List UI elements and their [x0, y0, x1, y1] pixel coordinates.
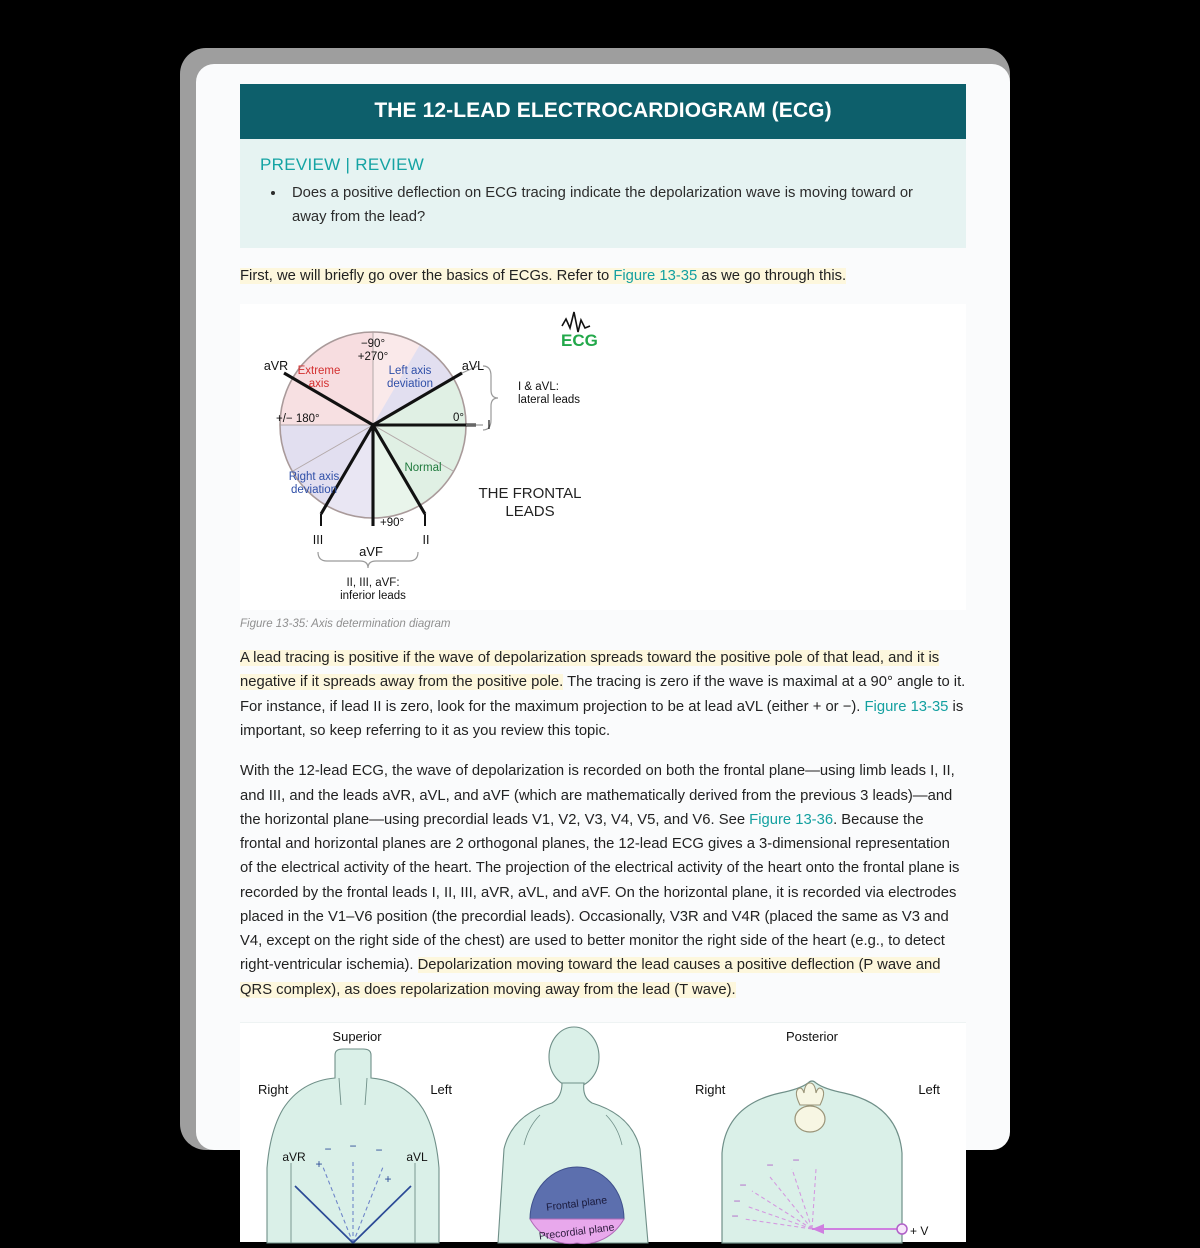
paragraph-3-highlight: Depolarization moving toward the lead causes a positive deflection (P wave and QRS complex), as does repolarization moving away from the lead (T wave).: [240, 957, 941, 998]
lead-label-ii: II: [422, 533, 430, 548]
preview-review-box: [240, 139, 966, 248]
label-right-anterior: Right: [258, 1081, 289, 1097]
label-plus-avl: +: [384, 1171, 392, 1186]
angle-label-top-1: −90°: [360, 338, 386, 351]
label-minus-2-transverse: −: [792, 1152, 800, 1167]
axis-wheel-svg: [240, 304, 966, 610]
label-superior: Superior: [332, 1028, 382, 1044]
inferior-leads-caption-line2: inferior leads: [340, 590, 406, 603]
label-minus-2-anterior: −: [349, 1138, 357, 1153]
figure-title-line2: LEADS: [505, 503, 555, 521]
label-posterior: Posterior: [785, 1028, 839, 1044]
label-right-transverse: Right: [695, 1081, 726, 1097]
figure-link-13-35-b[interactable]: Figure 13-35: [864, 698, 949, 715]
intro-paragraph: [240, 264, 966, 288]
paragraph-2-highlight: A lead tracing is positive if the wave of depolarization spreads toward the positive pole of that lead, and it is negative if it spreads away from the positive pole.: [240, 650, 940, 691]
label-minus-4-transverse: −: [733, 1193, 741, 1208]
torso-planes-svg: [240, 1023, 966, 1243]
lead-label-iii: III: [312, 533, 324, 548]
inferior-leads-caption-line1: II, III, aVF:: [346, 577, 400, 590]
sector-label-normal: Normal: [404, 462, 442, 475]
list-item: • Does a positive deflection on ECG tracing indicate the depolarization wave is moving toward or away from the lead?: [286, 182, 946, 230]
lead-label-avr: aVR: [263, 359, 289, 374]
page-title: THE 12-LEAD ELECTROCARDIOGRAM (ECG): [240, 84, 966, 139]
sector-label-right-axis-line2: deviation: [290, 484, 338, 497]
label-avr-anterior: aVR: [282, 1149, 306, 1164]
angle-label-right: 0°: [453, 412, 464, 425]
ecg-logo-text: ECG: [561, 331, 598, 351]
label-avl-anterior: aVL: [406, 1149, 428, 1164]
label-minus-5-transverse: −: [731, 1208, 739, 1223]
angle-label-top-2: +270°: [357, 351, 389, 364]
intro-text-b: as we go through this.: [697, 267, 847, 284]
figure-13-35-caption: Figure 13-35: Axis determination diagram: [240, 618, 451, 631]
label-plus-v: + V: [910, 1223, 929, 1238]
figure-title-line1: THE FRONTAL: [478, 485, 582, 503]
label-minus-1-anterior: −: [324, 1141, 332, 1156]
label-left-transverse: Left: [918, 1081, 940, 1097]
preview-question-list: [260, 182, 946, 230]
label-precordial-plane: Precordial plane: [538, 1221, 616, 1243]
figure-link-13-35-a[interactable]: Figure 13-35: [613, 267, 698, 284]
figure-13-35: [240, 304, 966, 610]
label-minus-3-transverse: −: [739, 1177, 747, 1192]
lateral-leads-brace: [462, 366, 498, 433]
label-left-anterior: Left: [430, 1081, 452, 1097]
panel-body-planes: [498, 1027, 648, 1244]
lateral-leads-caption-line2: lateral leads: [518, 394, 581, 407]
sector-label-right-axis-line1: Right axis: [288, 471, 340, 484]
label-plus-avr: +: [315, 1156, 323, 1171]
page-content: [196, 64, 1010, 1243]
lead-label-avl: aVL: [461, 359, 485, 374]
lead-label-i: I: [487, 418, 491, 433]
paragraph-2-rest: The tracing is zero if the wave is maximal at a 90° angle to it. For instance, if lead II is zero, look for the maximum projection to be at lead aVL (either + or −).: [240, 674, 966, 715]
sector-label-left-axis-line1: Left axis: [388, 365, 432, 378]
paragraph-lead-tracing: [240, 646, 966, 743]
paragraph-2-tail: is important, so keep referring to it as you review this topic.: [240, 698, 964, 739]
panel-transverse: [695, 1029, 940, 1243]
sector-label-extreme-axis-line1: Extreme: [297, 365, 341, 378]
label-minus-1-transverse: −: [766, 1157, 774, 1172]
intro-highlight: [240, 268, 846, 284]
lead-label-avf: aVF: [359, 544, 383, 560]
head-outline: [549, 1027, 599, 1087]
lateral-leads-caption-line1: I & aVL:: [518, 381, 559, 394]
label-frontal-plane: Frontal plane: [545, 1194, 608, 1214]
angle-label-left: +/− 180°: [276, 413, 320, 426]
angle-label-bottom: +90°: [380, 517, 405, 530]
label-minus-3-anterior: −: [375, 1142, 383, 1157]
page-sheet: [196, 64, 1010, 1243]
ecg-logo: [561, 312, 598, 350]
panel-anterior-torso: [258, 1029, 452, 1243]
figure-link-13-36[interactable]: Figure 13-36: [749, 811, 834, 828]
paragraph-12-lead-ecg: [240, 759, 966, 1002]
sector-label-left-axis-line2: deviation: [386, 378, 434, 391]
sector-label-extreme-axis-line2: axis: [308, 378, 330, 391]
paragraph-3-a: With the 12-lead ECG, the wave of depolarization is recorded on both the frontal plane—using limb leads I, II, and III, and the leads aVR, aVL, and aVF (which are mathematically derived from the previous 3 leads)—and the horizontal plane—using precordial leads V1, V2, V3, V4, V5, and V6. See: [240, 763, 955, 828]
preview-review-label: PREVIEW | REVIEW: [260, 155, 425, 174]
figure-13-36: [240, 1022, 966, 1242]
paragraph-3-b: . Because the frontal and horizontal planes are 2 orthogonal planes, the 12-lead ECG gives a 3-dimensional representation of the electrical activity of the heart. The projection of the electrical activity of the heart onto the frontal plane is recorded by the frontal leads I, II, III, aVR, aVL, and aVF. On the horizontal plane, it is recorded via electrodes placed in the V1–V6 position (the precordial leads). Occasionally, V3R and V4R (placed the same as V3 and V4, except on the right side of the chest) are used to better monitor the right side of the heart (e.g., to detect right-ventricular ischemia).: [240, 811, 960, 974]
intro-text-a: First, we will briefly go over the basics of ECGs. Refer to: [240, 267, 614, 284]
